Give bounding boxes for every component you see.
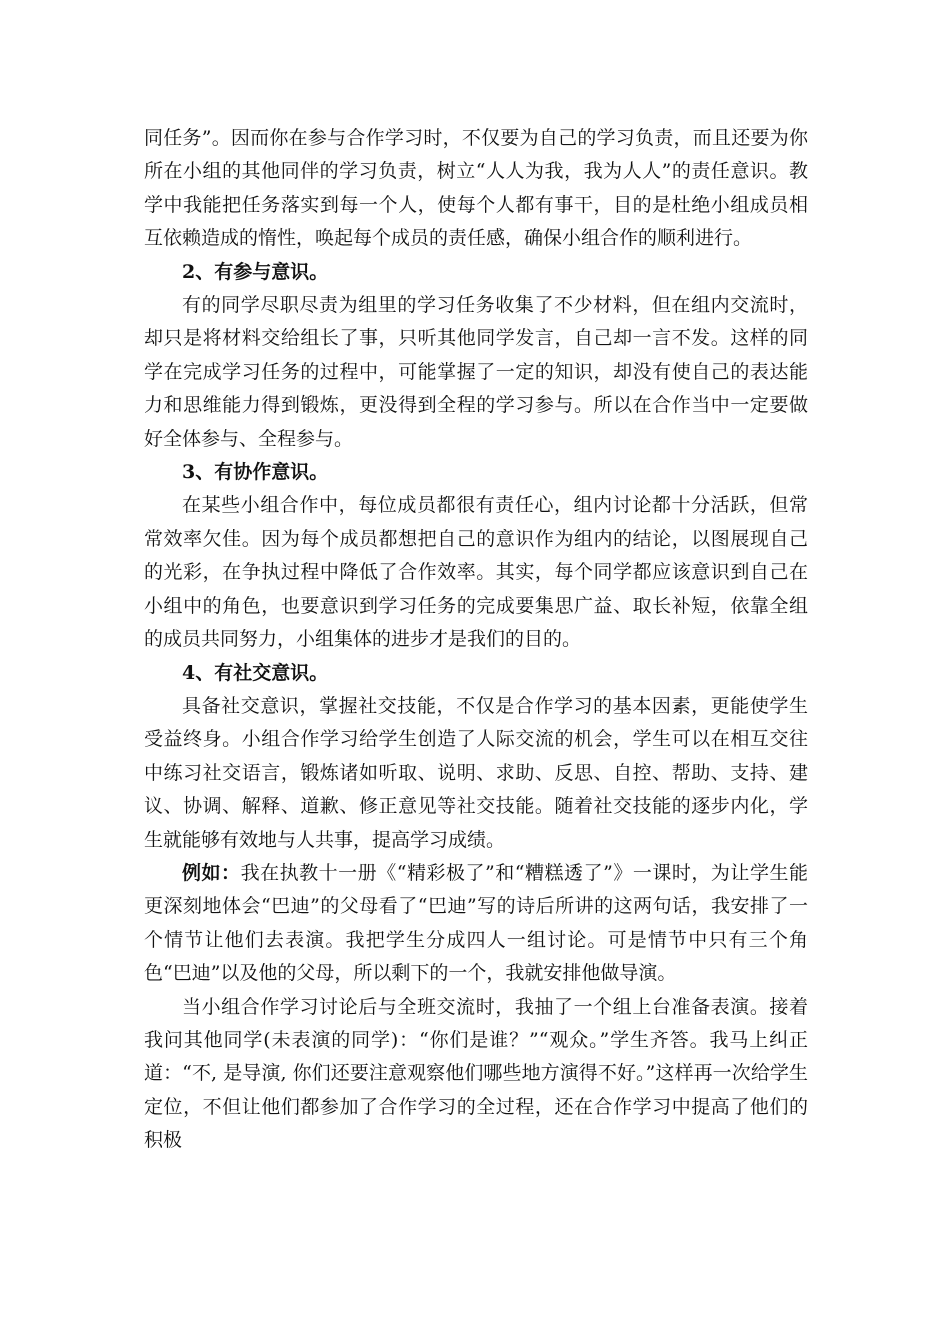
example-body: 我在执教十一册《“精彩极了”和“糟糕透了”》一课时，为让学生能更深刻地体会“巴迪”的父母看了“巴迪”写的诗后所讲的这两句话，我安排了一个情节让他们去表演。我把学生分成四人一组讨论。可是情节中只有三个角色“巴迪”以及他的父母，所以剩下的一个，我就安排他做导演。 bbox=[144, 861, 808, 985]
example-lead: 例如： bbox=[182, 861, 241, 884]
heading-social: 4、有社交意识。 bbox=[182, 661, 329, 684]
heading-cooperation: 3、有协作意识。 bbox=[182, 461, 329, 484]
paragraph-classroom-exchange: 当小组合作学习讨论后与全班交流时，我抽了一个组上台准备表演。接着我问其他同学(未表演的同学)：“你们是谁？”“观众。”学生齐答。我马上纠正道：“不, 是导演, 你们还要注意观察他们哪些地方演得不好。”这样再一次给学生定位，不但让他们都参加了合作学习的全过程，还在合作学习中提高了他们的积极 bbox=[144, 995, 808, 1152]
document-page bbox=[144, 122, 808, 1158]
paragraph-responsibility-continued: 同任务”。因而你在参与合作学习时，不仅要为自己的学习负责，而且还要为你所在小组的其他同伴的学习负责，树立“人人为我，我为人人”的责任意识。教学中我能把任务落实到每一个人，使每个人都有事干，目的是杜绝小组成员相互依赖造成的惰性，唤起每个成员的责任感，确保小组合作的顺利进行。 bbox=[144, 127, 808, 250]
paragraph-cooperation: 在某些小组合作中，每位成员都很有责任心，组内讨论都十分活跃，但常常效率欠佳。因为每个成员都想把自己的意识作为组内的结论，以图展现自己的光彩，在争执过程中降低了合作效率。其实，每个同学都应该意识到自己在小组中的角色，也要意识到学习任务的完成要集思广益、取长补短，依靠全组的成员共同努力，小组集体的进步才是我们的目的。 bbox=[144, 494, 808, 651]
paragraph-example bbox=[144, 857, 808, 991]
paragraph-participation: 有的同学尽职尽责为组里的学习任务收集了不少材料，但在组内交流时，却只是将材料交给组长了事，只听其他同学发言，自己却一言不发。这样的同学在完成学习任务的过程中，可能掌握了一定的知识，却没有使自己的表达能力和思维能力得到锻炼，更没得到全程的学习参与。所以在合作当中一定要做好全体参与、全程参与。 bbox=[144, 294, 808, 450]
paragraph-social: 具备社交意识，掌握社交技能，不仅是合作学习的基本因素，更能使学生受益终身。小组合作学习给学生创造了人际交流的机会，学生可以在相互交往中练习社交语言，锻炼诸如听取、说明、求助、反思、自控、帮助、支持、建议、协调、解释、道歉、修正意见等社交技能。随着社交技能的逐步内化，学生就能够有效地与人共事，提高学习成绩。 bbox=[144, 694, 808, 851]
heading-participation: 2、有参与意识。 bbox=[182, 260, 329, 283]
